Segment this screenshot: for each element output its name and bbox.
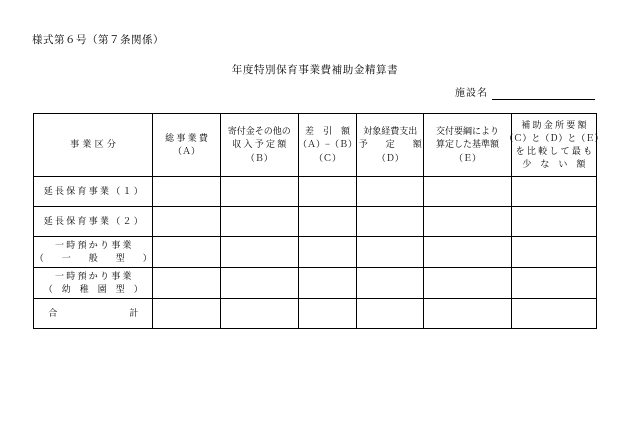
cell-input[interactable]: [298, 237, 356, 268]
facility-name-field: [455, 84, 595, 100]
settlement-table: [33, 113, 604, 329]
cell-input[interactable]: [424, 237, 511, 268]
row-label-total: 合 計: [34, 299, 153, 329]
column-header-required-subsidy: 補 助 金 所 要 額 （Ｃ）と（Ｄ）と（Ｅ） を 比 較 し て 最 も 少 な い 額: [511, 114, 596, 177]
cell-input[interactable]: [220, 177, 298, 207]
cell-input[interactable]: [424, 207, 511, 237]
column-header-donation-income: 寄付金その他の 収 入 予 定 額 （Ｂ）: [220, 114, 298, 177]
facility-name-input[interactable]: [492, 86, 595, 100]
cell-input[interactable]: [357, 237, 424, 268]
cell-input[interactable]: [424, 268, 511, 299]
table-row: [34, 207, 597, 237]
table-body: [34, 177, 597, 329]
table-row: [34, 299, 597, 329]
form-number: 様式第６号（第７条関係）: [32, 35, 164, 46]
table-header-row: [34, 114, 597, 177]
table-row: [34, 237, 597, 268]
cell-input[interactable]: [220, 207, 298, 237]
cell-input[interactable]: [153, 268, 220, 299]
table-header: [34, 114, 604, 177]
cell-input[interactable]: [357, 268, 424, 299]
cell-input[interactable]: [153, 237, 220, 268]
row-label-temporary-care-general: 一 時 預 か り 事 業 （ 一 般 型 ）: [34, 237, 153, 268]
cell-input[interactable]: [511, 268, 596, 299]
column-header-total-cost: 総 事 業 費 （Ａ）: [153, 114, 220, 177]
cell-input[interactable]: [511, 177, 596, 207]
cell-input[interactable]: [298, 177, 356, 207]
cell-input[interactable]: [220, 299, 298, 329]
facility-name-label: 施設名: [455, 88, 488, 99]
cell-input[interactable]: [298, 299, 356, 329]
cell-input[interactable]: [424, 177, 511, 207]
cell-input[interactable]: [511, 237, 596, 268]
page-title: 年度特別保育事業費補助金精算書: [231, 65, 399, 76]
cell-input[interactable]: [220, 268, 298, 299]
row-label-extended-care-2: 延 長 保 育 事 業 （ ２ ）: [34, 207, 153, 237]
table-row: [34, 177, 597, 207]
cell-input[interactable]: [153, 207, 220, 237]
column-header-standard-amount: 交付要綱により 算定した基準額 （Ｅ）: [424, 114, 511, 177]
column-header-eligible-expenses: 対象経費支出 予 定 額 （Ｄ）: [357, 114, 424, 177]
table-row: [34, 268, 597, 299]
cell-input[interactable]: [298, 207, 356, 237]
column-header-category: 事 業 区 分: [34, 114, 153, 177]
cell-input[interactable]: [220, 237, 298, 268]
cell-input[interactable]: [424, 299, 511, 329]
cell-input[interactable]: [511, 299, 596, 329]
cell-input[interactable]: [298, 268, 356, 299]
cell-input[interactable]: [153, 299, 220, 329]
row-label-extended-care-1: 延 長 保 育 事 業 （ １ ）: [34, 177, 153, 207]
cell-input[interactable]: [153, 177, 220, 207]
cell-input[interactable]: [511, 207, 596, 237]
row-label-temporary-care-kindergarten: 一 時 預 か り 事 業 （ 幼 稚 園 型 ）: [34, 268, 153, 299]
cell-input[interactable]: [357, 207, 424, 237]
column-header-difference: 差 引 額 （Ａ）−（Ｂ） （Ｃ）: [298, 114, 356, 177]
cell-input[interactable]: [357, 299, 424, 329]
cell-input[interactable]: [357, 177, 424, 207]
